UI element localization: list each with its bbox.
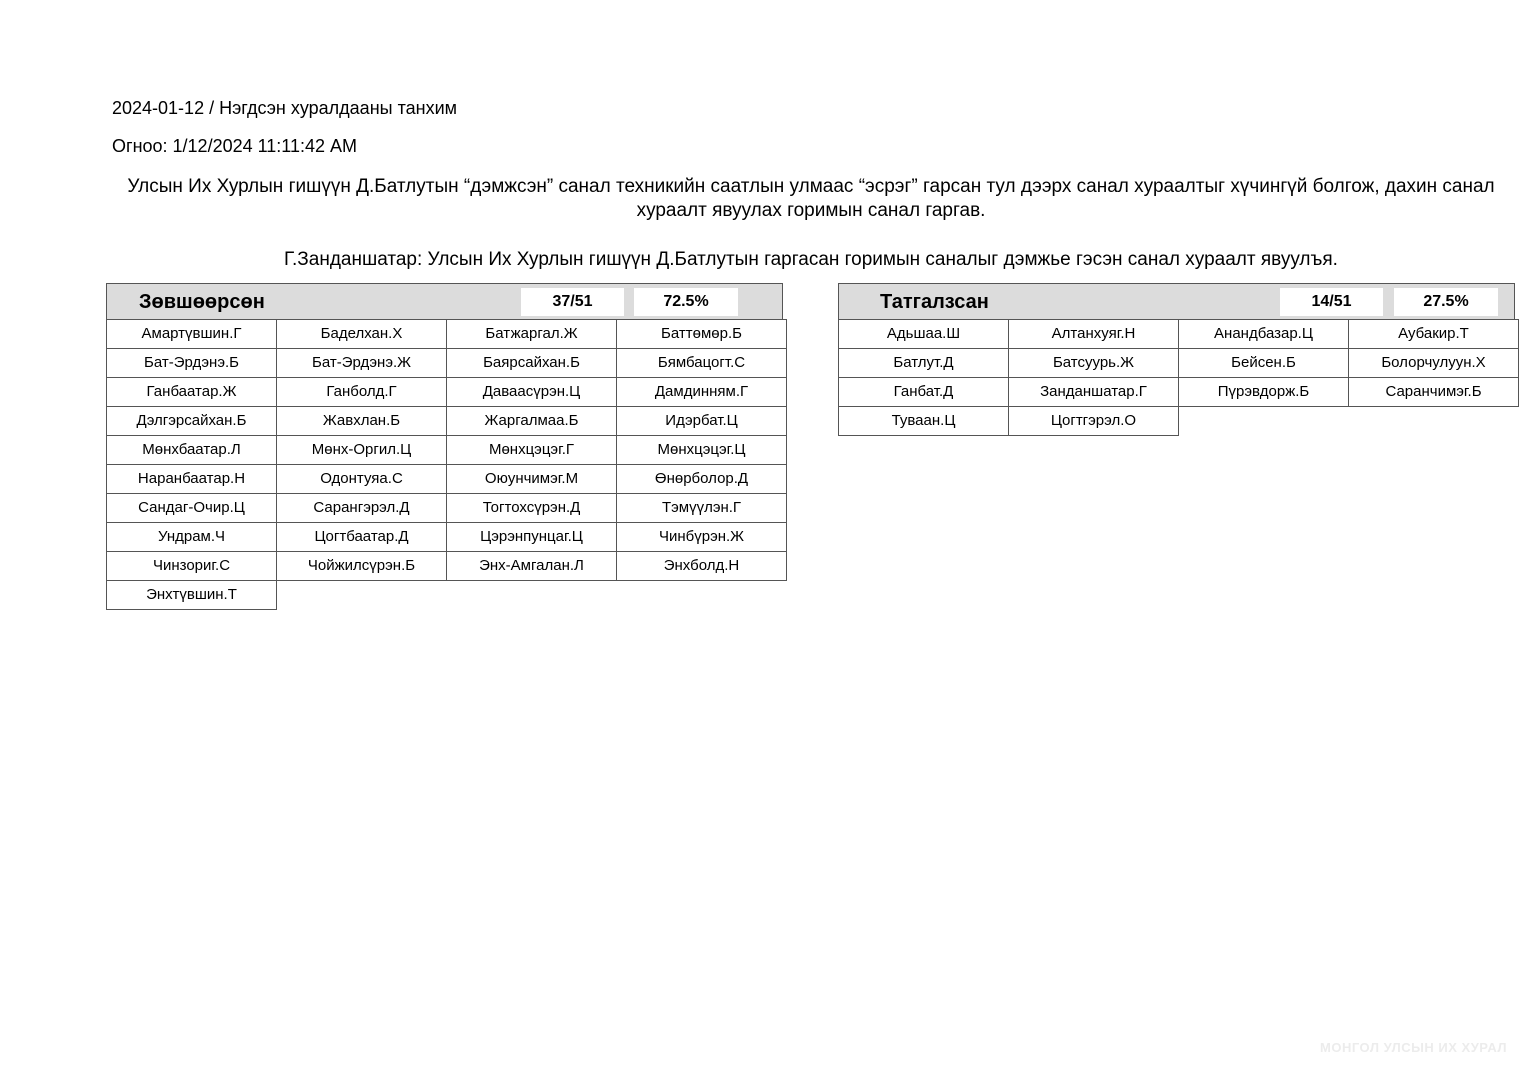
member-cell: Цэрэнпунцаг.Ц — [446, 522, 617, 552]
member-cell: Наранбаатар.Н — [106, 464, 277, 494]
approve-percent: 72.5% — [634, 288, 738, 316]
member-cell: Одонтуяа.С — [276, 464, 447, 494]
reject-panel — [838, 283, 1518, 436]
member-cell: Баярсайхан.Б — [446, 348, 617, 378]
member-cell: Баттөмөр.Б — [616, 319, 787, 349]
member-cell: Мөнх-Оргил.Ц — [276, 435, 447, 465]
member-cell: Мөнхцэцэг.Ц — [616, 435, 787, 465]
member-cell: Чойжилсүрэн.Б — [276, 551, 447, 581]
member-cell: Амартүвшин.Г — [106, 319, 277, 349]
member-cell: Оюунчимэг.М — [446, 464, 617, 494]
reject-members-grid — [838, 320, 1518, 436]
member-cell: Туваан.Ц — [838, 406, 1009, 436]
member-cell: Адьшаа.Ш — [838, 319, 1009, 349]
member-cell: Жавхлан.Б — [276, 406, 447, 436]
member-cell: Бямбацогт.С — [616, 348, 787, 378]
member-cell: Алтанхуяг.Н — [1008, 319, 1179, 349]
member-cell: Сарангэрэл.Д — [276, 493, 447, 523]
vote-date: Огноо: 1/12/2024 11:11:42 AM — [112, 136, 358, 156]
speaker-statement: Г.Занданшатар: Улсын Их Хурлын гишүүн Д.Батлутын гаргасан горимын саналыг дэмжье гэсэн санал хураалт явуулъя. — [284, 249, 1338, 270]
member-cell: Ганбаатар.Ж — [106, 377, 277, 407]
reject-count: 14/51 — [1280, 288, 1383, 316]
member-cell: Аубакир.Т — [1348, 319, 1519, 349]
member-cell: Занданшатар.Г — [1008, 377, 1179, 407]
approve-members-grid — [106, 320, 786, 610]
member-cell: Пүрэвдорж.Б — [1178, 377, 1349, 407]
member-cell: Бат-Эрдэнэ.Б — [106, 348, 277, 378]
reject-percent: 27.5% — [1394, 288, 1498, 316]
motion-description: Улсын Их Хурлын гишүүн Д.Батлутын “дэмжсэн” санал техникийн саатлын улмаас “эсрэг” гарсан тул дээрх санал хураалтыг хүчингүй болгож, дахин санал хураалт явуулах горимын санал гаргав. — [127, 176, 1495, 221]
member-cell: Анандбазар.Ц — [1178, 319, 1349, 349]
member-cell: Сандаг-Очир.Ц — [106, 493, 277, 523]
member-cell: Цогтбаатар.Д — [276, 522, 447, 552]
approve-count: 37/51 — [521, 288, 624, 316]
reject-header — [838, 283, 1515, 320]
member-cell: Болорчулуун.Х — [1348, 348, 1519, 378]
approve-panel — [106, 283, 786, 610]
session-title: 2024-01-12 / Нэгдсэн хуралдааны танхим — [112, 98, 457, 118]
member-cell: Чинбүрэн.Ж — [616, 522, 787, 552]
member-cell: Ундрам.Ч — [106, 522, 277, 552]
member-cell: Баделхан.Х — [276, 319, 447, 349]
member-cell: Батжаргал.Ж — [446, 319, 617, 349]
member-cell: Жаргалмаа.Б — [446, 406, 617, 436]
member-cell: Өнөрболор.Д — [616, 464, 787, 494]
member-cell: Чинзориг.С — [106, 551, 277, 581]
member-cell: Тэмүүлэн.Г — [616, 493, 787, 523]
member-cell: Идэрбат.Ц — [616, 406, 787, 436]
member-cell: Мөнхбаатар.Л — [106, 435, 277, 465]
member-cell: Батлут.Д — [838, 348, 1009, 378]
member-cell: Цогтгэрэл.О — [1008, 406, 1179, 436]
member-cell: Энх-Амгалан.Л — [446, 551, 617, 581]
member-cell: Даваасүрэн.Ц — [446, 377, 617, 407]
reject-title: Татгалзсан — [880, 291, 989, 313]
member-cell: Дэлгэрсайхан.Б — [106, 406, 277, 436]
member-cell: Дамдинням.Г — [616, 377, 787, 407]
member-cell: Энхтүвшин.Т — [106, 580, 277, 610]
watermark: МОНГОЛ УЛСЫН ИХ ХУРАЛ — [1320, 1040, 1507, 1055]
member-cell: Мөнхцэцэг.Г — [446, 435, 617, 465]
approve-title: Зөвшөөрсөн — [139, 291, 265, 313]
member-cell: Батсуурь.Ж — [1008, 348, 1179, 378]
member-cell: Энхболд.Н — [616, 551, 787, 581]
member-cell: Ганболд.Г — [276, 377, 447, 407]
member-cell: Ганбат.Д — [838, 377, 1009, 407]
approve-header — [106, 283, 783, 320]
member-cell: Бейсен.Б — [1178, 348, 1349, 378]
member-cell: Тогтохсүрэн.Д — [446, 493, 617, 523]
member-cell: Бат-Эрдэнэ.Ж — [276, 348, 447, 378]
member-cell: Саранчимэг.Б — [1348, 377, 1519, 407]
